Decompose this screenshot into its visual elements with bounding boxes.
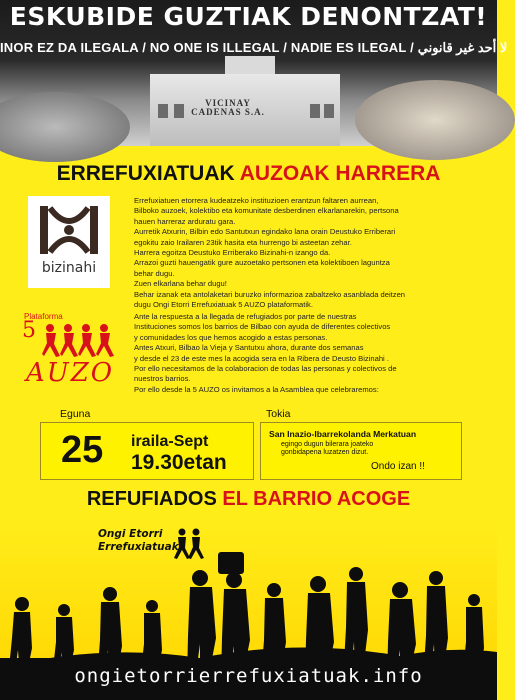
event-hour: 19.30etan xyxy=(131,451,227,474)
building-window xyxy=(158,104,168,118)
closing-greeting: Ondo izan !! xyxy=(371,461,425,472)
building-window xyxy=(310,104,320,118)
building-sign-line1: VICINAY xyxy=(205,98,251,108)
dancing-figures-icon xyxy=(42,322,118,358)
body-line: Aurretik Atxurin, Bilbin edo Santutxun egindako lana orain Deustuko Erriberari xyxy=(134,227,396,237)
bizinahi-logo xyxy=(28,196,110,288)
bizinahi-logo-text: bizinahi xyxy=(41,260,97,276)
building-sign-line2: CADENAS S.A. xyxy=(191,107,265,117)
body-line: nuestros barrios. xyxy=(134,374,191,384)
date-label: Eguna xyxy=(60,408,91,420)
body-line: Instituciones somos los barrios de Bilbao con ayuda de diferentes colectivos xyxy=(134,322,391,332)
main-title-part2: AUZOAK HARRERA xyxy=(239,162,441,185)
main-title xyxy=(0,162,497,186)
protester-photo-right xyxy=(355,80,515,160)
secondary-title-part1: REFUFIADOS xyxy=(86,488,217,510)
body-line: Arrazoi guzti hauengatik gure auzoetako pertsonen eta kolektiboen laguntza xyxy=(134,258,390,268)
event-place: San Inazio-Ibarrekolanda Merkatuan xyxy=(269,429,417,439)
body-line: behar dugu. xyxy=(134,268,175,278)
secondary-title xyxy=(0,488,497,511)
place-note xyxy=(281,441,373,457)
body-line: dugu Ongi Etorri Errefuxiatuak 5 AUZO plataformatik. xyxy=(134,300,313,310)
place-note-line2: gonbidapena luzatzen dizut. xyxy=(281,449,369,456)
slogan: INOR EZ DA ILEGALA / NO ONE IS ILLEGAL / NADIE ES ILEGAL / لا أحد غير قانوني xyxy=(0,40,508,55)
body-line: y comunidades los que hemos acogido a estas personas. xyxy=(134,332,328,342)
bizinahi-mark-icon xyxy=(38,204,100,256)
main-title-part1: ERREFUXIATUAK xyxy=(56,162,235,185)
website-url[interactable]: ongietorrierrefuxiatuak.info xyxy=(74,665,423,687)
secondary-title-part2: EL BARRIO ACOGE xyxy=(222,488,411,510)
auzo-logo-word: AUZO xyxy=(26,358,115,388)
body-line: Behar izanak eta antolaketari buruzko informazioa zabaltzeko asanblada deitzen xyxy=(134,289,406,299)
building-sign xyxy=(168,99,288,117)
body-text-basque xyxy=(134,196,474,310)
body-line: Por ello desde la 5 AUZO os invitamos a la Asamblea que celebraremos: xyxy=(134,384,379,394)
event-day: 25 xyxy=(61,429,104,471)
body-line: Antes Atxuri, Bilbao la Vieja y Santutxu ahora, durante dos semanas xyxy=(134,343,364,353)
date-box xyxy=(40,422,254,480)
body-line: Por ello necesitamos de la colaboracion de todas las personas y colectivos de xyxy=(134,364,397,374)
place-box xyxy=(260,422,462,480)
ongi-logo-line1: Ongi Etorri xyxy=(98,528,163,540)
body-line: egokitu zaio Irailaren 23tik hasita eta hurrengo bi asteetan zehar. xyxy=(134,237,352,247)
body-line: Ante la respuesta a la llegada de refugiados por parte de nuestras xyxy=(134,312,357,321)
body-line: Errefuxiatuen etorrera kudeatzeko instituzioen erantzun faltaren aurrean, xyxy=(134,196,379,205)
ongi-etorri-logo xyxy=(98,528,179,554)
header-photo-banner xyxy=(0,0,508,146)
place-note-line1: egingo dugun bilerara joateko xyxy=(281,441,374,448)
5-auzo-logo xyxy=(20,312,120,392)
body-text-spanish xyxy=(134,312,474,395)
ongi-logo-line2: Errefuxiatuak xyxy=(98,541,179,553)
protester-photo-left xyxy=(0,92,130,162)
place-label: Tokia xyxy=(266,408,291,420)
headline: ESKUBIDE GUZTIAK DENONTZAT! xyxy=(9,2,488,31)
event-month: iraila-Sept xyxy=(131,433,209,450)
body-line: Zuen elkarlana behar dugu! xyxy=(134,279,227,289)
building-window xyxy=(324,104,334,118)
body-line: y desde el 23 de este mes la acogida sera en la Ribera de Deusto Bizinahi . xyxy=(134,353,389,363)
body-line: Harrera egoitza Deustuko Erriberako Bizinahi-n izango da. xyxy=(134,248,331,258)
auzo-logo-number: 5 xyxy=(22,318,36,343)
body-line: Bilboko auzoek, kolektibo eta komunitate desberdinen elkarlanarekin, pertsona xyxy=(134,206,399,216)
body-line: hauen harreraz arduratu gara. xyxy=(134,216,236,226)
auzo-logo-small-text: Plataforma xyxy=(24,312,63,321)
